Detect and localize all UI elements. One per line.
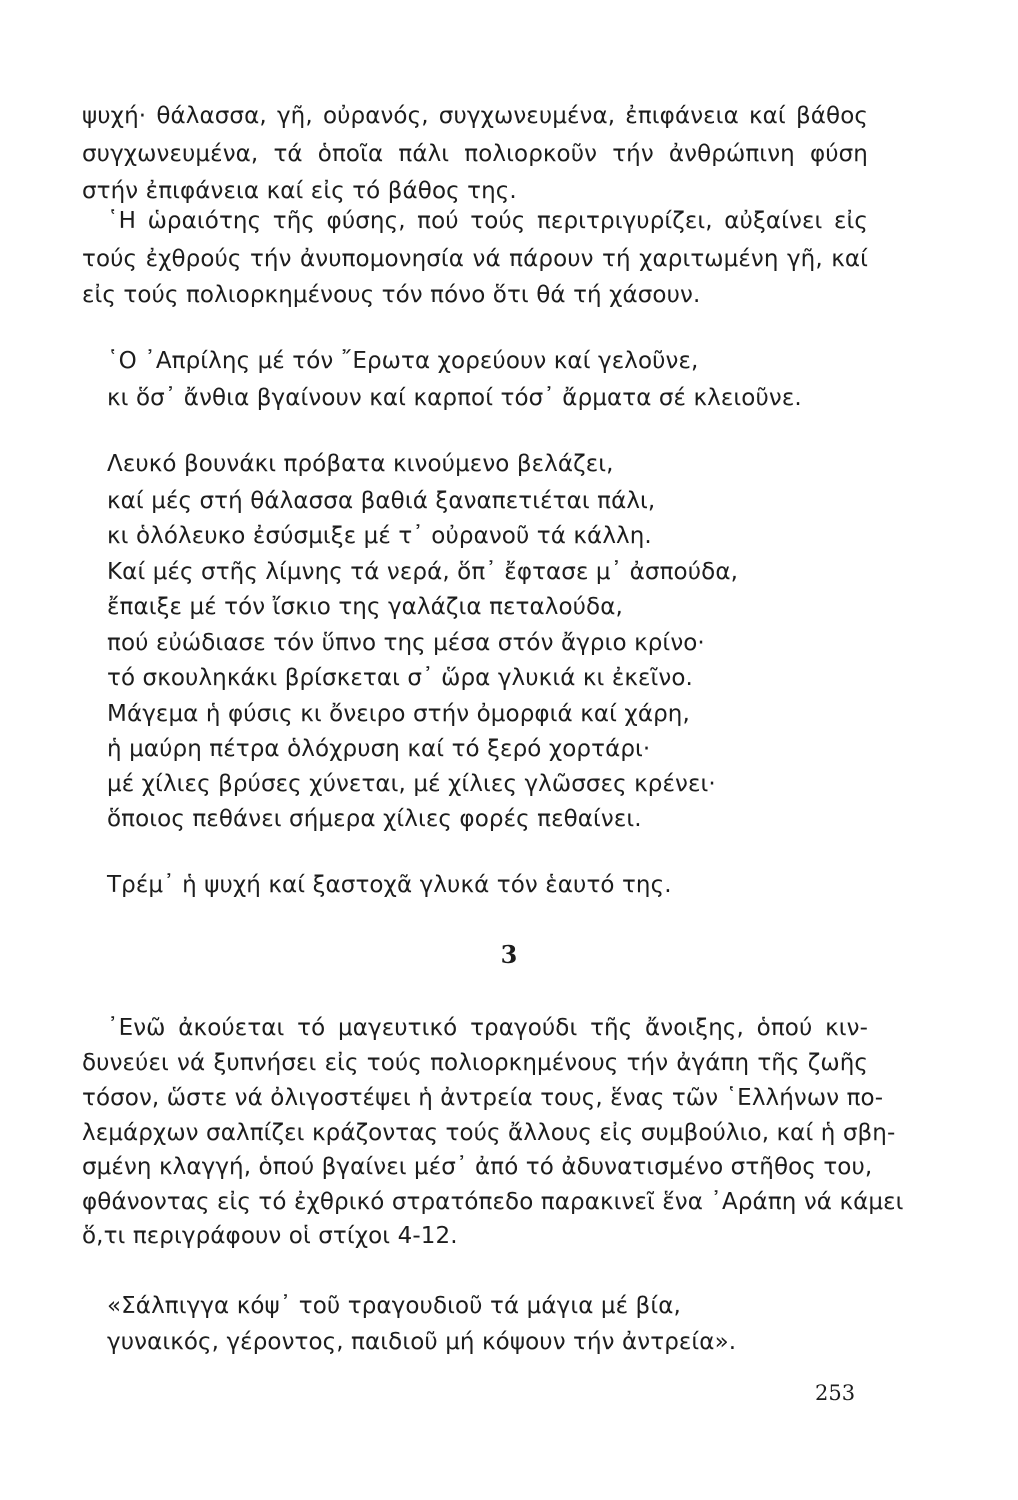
intro-line-2: συγχωνευμένα, τά ὁποῖα πάλι πολιορκοῦν τήν ἀνθρώπινη φύση — [82, 141, 868, 167]
section-line-7: ὅ,τι περιγράφουν οἱ στίχοι 4-12. — [82, 1223, 458, 1249]
verse-nature-6: πού εὐώδιασε τόν ὕπνο της μέσα στόν ἄγριο κρίνο· — [107, 630, 705, 656]
page-number: 253 — [815, 1381, 856, 1405]
verse-soul: Τρέμ᾿ ἡ ψυχή καί ξαστοχᾶ γλυκά τόν ἑαυτό της. — [107, 872, 672, 898]
verse-nature-11: ὅποιος πεθάνει σήμερα χίλιες φορές πεθαίνει. — [107, 806, 642, 832]
verse-nature-9: ἡ μαύρη πέτρα ὁλόχρυση καί τό ξερό χορτάρι· — [107, 736, 651, 762]
section-line-6: φθάνοντας εἰς τό ἐχθρικό στρατόπεδο παρακινεῖ ἕνα ᾿Αράπη νά κάμει — [82, 1189, 904, 1215]
verse-april-1: ῾Ο ᾿Απρίλης μέ τόν ῎Ερωτα χορεύουν καί γελοῦνε, — [107, 348, 699, 374]
section-number: 3 — [500, 940, 518, 969]
beauty-line-3: εἰς τούς πολιορκημένους τόν πόνο ὅτι θά τή χάσουν. — [82, 282, 701, 308]
verse-nature-10: μέ χίλιες βρύσες χύνεται, μέ χίλιες γλῶσσες κρένει· — [107, 771, 716, 797]
section-line-2: δυνεύει νά ξυπνήσει εἰς τούς πολιορκημένους τήν ἀγάπη τῆς ζωῆς — [82, 1050, 868, 1076]
verse-nature-3: κι ὁλόλευκο ἐσύσμιξε μέ τ᾿ οὐρανοῦ τά κάλλη. — [107, 523, 652, 549]
verse-nature-8: Μάγεμα ἡ φύσις κι ὄνειρο στήν ὀμορφιά καί χάρη, — [107, 701, 690, 727]
verse-trumpet-2: γυναικός, γέροντος, παιδιοῦ μή κόψουν τήν ἀντρεία». — [107, 1329, 737, 1355]
verse-april-2: κι ὅσ᾿ ἄνθια βγαίνουν καί καρποί τόσ᾿ ἄρματα σέ κλειοῦνε. — [107, 385, 802, 411]
verse-nature-1: Λευκό βουνάκι πρόβατα κινούμενο βελάζει, — [107, 451, 614, 477]
section-line-4: λεμάρχων σαλπίζει κράζοντας τούς ἄλλους εἰς συμβούλιο, καί ἡ σβη- — [82, 1120, 896, 1146]
verse-nature-4: Καί μές στῆς λίμνης τά νερά, ὅπ᾿ ἔφτασε μ᾿ ἀσπούδα, — [107, 559, 738, 585]
section-line-3: τόσον, ὥστε νά ὀλιγοστέψει ἡ ἀντρεία τους, ἕνας τῶν ῾Ελλήνων πο- — [82, 1085, 884, 1111]
beauty-line-1: ῾Η ὡραιότης τῆς φύσης, πού τούς περιτριγυρίζει, αὐξαίνει εἰς — [107, 208, 868, 234]
verse-nature-7: τό σκουληκάκι βρίσκεται σ᾿ ὥρα γλυκιά κι ἐκεῖνο. — [107, 665, 693, 691]
verse-nature-5: ἔπαιξε μέ τόν ἴσκιο της γαλάζια πεταλούδα, — [107, 594, 623, 620]
intro-line-1: ψυχή· θάλασσα, γῆ, οὐρανός, συγχωνευμένα, ἐπιφάνεια καί βάθος — [82, 103, 868, 129]
intro-line-3: στήν ἐπιφάνεια καί εἰς τό βάθος της. — [82, 178, 517, 204]
section-line-5: σμένη κλαγγή, ὁπού βγαίνει μέσ᾿ ἀπό τό ἀδυνατισμένο στῆθος του, — [82, 1154, 873, 1180]
verse-nature-2: καί μές στή θάλασσα βαθιά ξαναπετιέται πάλι, — [107, 488, 656, 514]
section-line-1: ᾿Ενῶ ἀκούεται τό μαγευτικό τραγούδι τῆς ἄνοιξης, ὁπού κιν- — [107, 1015, 868, 1041]
verse-trumpet-1: «Σάλπιγγα κόψ᾿ τοῦ τραγουδιοῦ τά μάγια μέ βία, — [107, 1293, 681, 1319]
beauty-line-2: τούς ἐχθρούς τήν ἀνυπομονησία νά πάρουν τή χαριτωμένη γῆ, καί — [82, 246, 868, 272]
